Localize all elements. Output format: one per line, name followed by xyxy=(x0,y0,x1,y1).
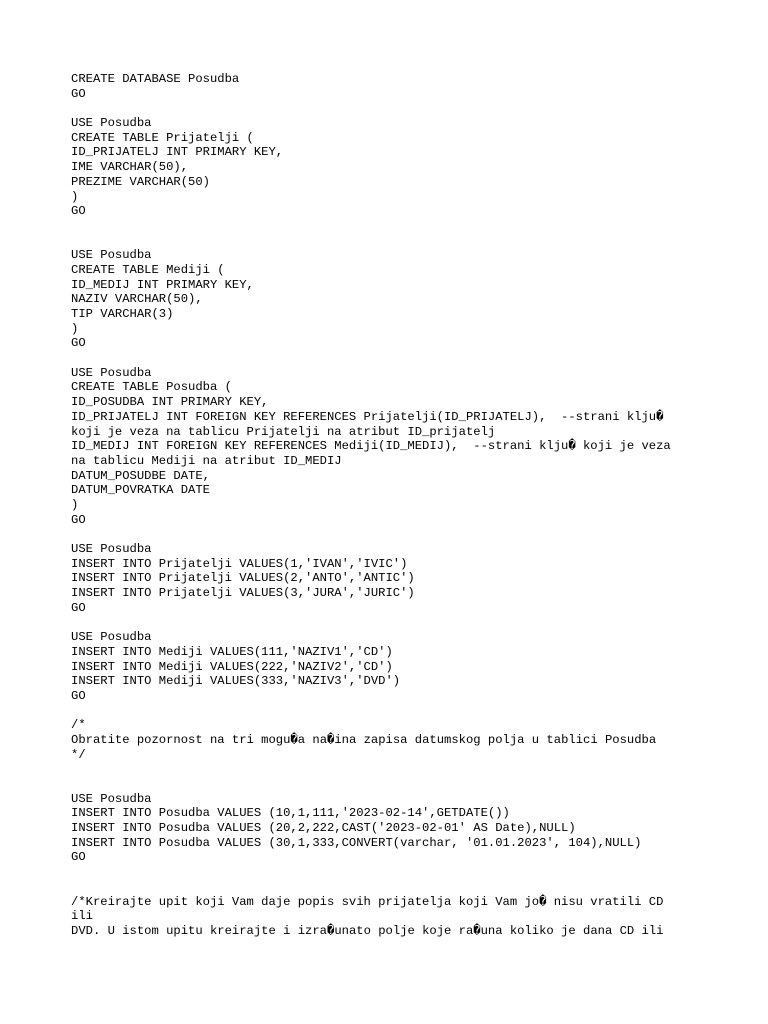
text-line xyxy=(71,234,731,249)
text-line: Obratite pozornost na tri mogu�a na�ina zapisa datumskog polja u tablici Posudba xyxy=(71,732,657,747)
text-line: GO xyxy=(71,204,86,219)
text-line: ) xyxy=(71,189,79,204)
text-line: GO xyxy=(71,86,86,101)
text-line xyxy=(71,777,731,792)
text-line: NAZIV VARCHAR(50), xyxy=(71,292,203,307)
text-line: ) xyxy=(71,321,79,336)
text-line: INSERT INTO Posudba VALUES (10,1,111,'2023-02-14',GETDATE()) xyxy=(71,806,510,821)
text-line: INSERT INTO Prijatelji VALUES(3,'JURA','JURIC') xyxy=(71,586,415,601)
text-line: INSERT INTO Mediji VALUES(333,'NAZIV3','DVD') xyxy=(71,674,401,689)
text-line: GO xyxy=(71,600,86,615)
text-line: IME VARCHAR(50), xyxy=(71,160,189,175)
text-line: INSERT INTO Prijatelji VALUES(1,'IVAN','IVIC') xyxy=(71,556,408,571)
text-line xyxy=(71,219,731,234)
text-line: INSERT INTO Posudba VALUES (20,2,222,CAST('2023-02-01' AS Date),NULL) xyxy=(71,821,576,836)
text-line xyxy=(71,527,731,542)
text-line: USE Posudba xyxy=(71,630,152,645)
text-line xyxy=(71,880,731,895)
text-line: INSERT INTO Mediji VALUES(222,'NAZIV2','CD') xyxy=(71,659,393,674)
text-line: GO xyxy=(71,850,86,865)
text-line: ID_PRIJATELJ INT FOREIGN KEY REFERENCES Prijatelji(ID_PRIJATELJ), --strani klju� xyxy=(71,409,664,424)
text-line: ID_MEDIJ INT PRIMARY KEY, xyxy=(71,277,254,292)
text-line: USE Posudba xyxy=(71,791,152,806)
text-line: /*Kreirajte upit koji Vam daje popis svih prijatelja koji Vam jo� nisu vratili CD xyxy=(71,894,664,909)
text-line: USE Posudba xyxy=(71,116,152,131)
text-line: TIP VARCHAR(3) xyxy=(71,307,174,321)
text-line: /* xyxy=(71,718,86,733)
text-line: INSERT INTO Mediji VALUES(111,'NAZIV1','CD') xyxy=(71,644,393,659)
text-line: USE Posudba xyxy=(71,365,152,380)
text-line: GO xyxy=(71,512,86,527)
text-line: USE Posudba xyxy=(71,542,152,556)
text-line: ID_MEDIJ INT FOREIGN KEY REFERENCES Mediji(ID_MEDIJ), --strani klju� koji je veza xyxy=(71,439,671,454)
text-line xyxy=(71,615,731,630)
text-line: ) xyxy=(71,497,79,512)
text-line xyxy=(71,101,731,116)
text-line: INSERT INTO Posudba VALUES (30,1,333,CONVERT(varchar, '01.01.2023', 104),NULL) xyxy=(71,835,642,850)
text-line: CREATE TABLE Posudba ( xyxy=(71,380,232,395)
text-line: GO xyxy=(71,688,86,703)
text-line: DATUM_POVRATKA DATE xyxy=(71,483,210,498)
text-line xyxy=(71,762,731,777)
text-line: ID_PRIJATELJ INT PRIMARY KEY, xyxy=(71,145,284,160)
text-line: DATUM_POSUDBE DATE, xyxy=(71,468,210,483)
text-line: PREZIME VARCHAR(50) xyxy=(71,174,210,189)
text-line: CREATE TABLE Prijatelji ( xyxy=(71,130,254,145)
text-line: CREATE TABLE Mediji ( xyxy=(71,262,225,277)
text-line: INSERT INTO Prijatelji VALUES(2,'ANTO','ANTIC') xyxy=(71,571,415,586)
text-line: na tablicu Mediji na atribut ID_MEDIJ xyxy=(71,453,342,468)
text-line: CREATE DATABASE Posudba xyxy=(71,72,240,86)
text-line: */ xyxy=(71,747,86,762)
text-line: koji je veza na tablicu Prijatelji na atribut ID_prijatelj xyxy=(71,424,496,439)
text-line: USE Posudba xyxy=(71,248,152,263)
document-page xyxy=(71,72,731,939)
text-line: DVD. U istom upitu kreirajte i izra�unato polje koje ra�una koliko je dana CD ili xyxy=(71,923,664,938)
text-line: ili xyxy=(71,909,93,924)
text-line xyxy=(71,704,731,719)
text-line xyxy=(71,865,731,880)
text-line xyxy=(71,351,731,366)
text-line: ID_POSUDBA INT PRIMARY KEY, xyxy=(71,395,269,410)
text-line: GO xyxy=(71,336,86,351)
